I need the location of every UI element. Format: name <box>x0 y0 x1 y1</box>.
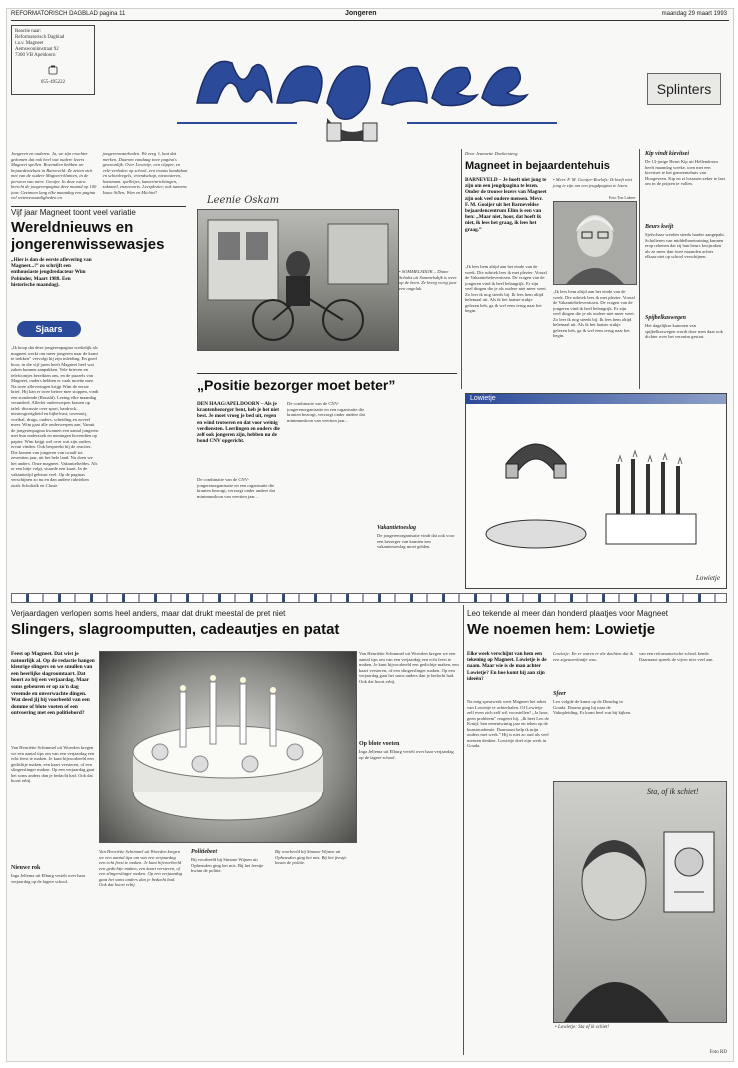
bejaarden-credit: Foto Ton Lakeer <box>609 195 636 200</box>
header-date: maandag 29 maart 1993 <box>661 11 727 17</box>
header-section: Jongeren <box>345 10 377 17</box>
positie-body: De combinatie van de CNV-jongerenorganisatie en een organisatie die kranten bezorgt, verzorgt onder andere dat minimumloon van veertien jaar... <box>197 477 275 499</box>
positie-body-cont: De combinatie van de CNV-jongerenorganisatie en een organisatie die kranten bezorgt, verzorgt onder andere dat minimumloon van veertien jaar... <box>287 401 365 423</box>
positie-lead: DEN HAAG/APELDOORN – Als je krantenbezorger bent, heb je het niet best. Je moet vroeg je bed uit, regen en wind trotseren en dat voor weinig verdiensten. Leerlingen en ouders die zelf ook jongeren zijn, hebben nu de bond CNV opgericht. <box>197 401 280 445</box>
bejaarden-lead: BARNEVELD – Je hoeft niet jong te zijn om een jeugdpagina te lezen. Onder de trouwe lezers van Magneet zijn ook veel oudere mensen. Mevr. F. M. Gooijer uit het Barneveldse bejaardencentrum Elim is een van hen: „Maar niet, hoor, dat hoeft ik niet, ik lees het graag, ik lees het graag.” <box>465 177 547 233</box>
address-line: Reactie naar: <box>15 29 42 34</box>
article1-lead: „Hier is dan de eerste aflevering van Magneet...!” zo schrijft een enthousiaste jeugdredacteur Wim Pobinder, Maart 1988. Een historische maandag). <box>11 257 92 288</box>
magnet-cartoon <box>466 404 724 586</box>
phone-number: 055-495222 <box>40 80 66 85</box>
verjaardag-headline: Slingers, slagroomputten, cadeautjes en patat <box>11 621 340 638</box>
verjaardag-body2: Inga Jellema uit Elburg vertelt over haar verjaardag op de lagere school. <box>11 873 86 884</box>
verjaardag-body-right: Van Henriëtte Schimmel uit Woerden kregen we een aantal tips om van een verjaardag een echt feest te maken. Je kunt bijvoorbeeld een gedichtje maken, een kaart versieren, of een slingerslinger maken. Op een verjaardag gaat het soms anders dan je bedacht had. Ook dat hoort erbij. <box>359 651 459 684</box>
splinter3-title: Spijbelkaswegen <box>645 315 687 321</box>
positie-body2: De jongerenorganisatie vindt dat ook voor een bezorger van kranten een vakantietoeslag moet gelden. <box>377 533 455 549</box>
lowietje-body3: Lowietje: En er waren er die dachten dat ik een zigeunerkindje was. <box>553 651 633 662</box>
verjaardag-lead: Feest op Magneet. Dat wist je natuurlijk al. Op de redactie hangen kleurige slingers en we smullen van een heerlijke slagroomtaart. Dat hoort zo bij een verjaardag. Maar soms gebeuren er op zo'n dag vreemde en onverwachte dingen. Wat deed jij bij voorbeeld van een domme of blote voeten of een ontvoering met een politiebord? <box>11 651 95 717</box>
bejaarden-caption: • Mevr. F. M. Gooijer-Roelofs: Ik hoeft niet jong te zijn om een jeugdpagina te lezen. <box>553 177 632 188</box>
bejaarden-headline: Magneet in bejaardentehuis <box>465 160 610 172</box>
magneet-logo <box>177 23 557 143</box>
bejaarden-body: „Ik lees hem altijd aan het einde van de week. Die rubriek lees ik met plezier. Vooral de Vakantiebelevenissen. De vragen van de jongeren vind ik heel belangrijk. Er zijn veel dingen die je als oudere niet meer weet. Zo leer ik nog steeds bij. Ik lees hem altijd helemaal uit. Als ik het laatste stukje gelezen heb, ga ik wel eens terug naar het begin. <box>465 264 547 313</box>
splinters-logo <box>647 73 721 105</box>
photo1-caption: • SOMMELSDIJK – Diane Schultz uit Sommelsdijk is weer op de been. Ze kreeg vorig jaar een ongeluk. <box>399 269 457 291</box>
stripe-divider <box>11 593 727 603</box>
verjaardag-body-col2: Van Henriëtte Schimmel uit Woerden kregen we een aantal tips om van een verjaardag een echt feest te maken. Je kunt bijvoorbeeld een gedichtje maken, een kaart versieren, of een slingerslinger maken. Op een verjaardag gaat het soms anders dan je bedacht had. Ook dat hoort erbij. <box>99 849 183 887</box>
verjaardag-subhead3: Politiebeet <box>191 849 217 855</box>
lowietje-headline: We noemen hem: Lowietje <box>467 621 656 638</box>
bejaarden-byline: Door Jeannette Doekersteeg <box>465 151 518 156</box>
sjaars-badge: Sjaars <box>17 321 81 337</box>
bicycle-photo <box>197 209 399 351</box>
birthday-cake-photo <box>99 651 357 843</box>
splinters-title: Splinters <box>656 81 712 97</box>
positie-subhead: Vakantietoeslag <box>377 525 417 531</box>
lowietje-body: Na enig speurwerk weet Magneet het adres van Lowietje te achterhalen. Of Lowietje zelf even zich zelf wil voorstellen? „Ja hoor, geen probleem” reageert hij. „Ik heet Leo de Kruijf, ben eenentwintig jaar en teken op de kunstacademie. Daarnaast help ik mijn ouders met werk.” Hij is niet zo oud als veel mensen denken. Lowietje doet zijn werk in Gouda. <box>467 699 549 748</box>
newspaper-page <box>6 8 734 1062</box>
bejaarden-body-cont: „Ik lees hem altijd aan het einde van de week. Die rubriek lees ik met plezier. Vooral de Vakantiebelevenissen. De vragen van de jongeren vind ik heel belangrijk. Er zijn veel dingen die je als oudere niet meer weet. Zo leer ik nog steeds bij. Ik lees hem altijd helemaal uit. Als ik het laatste stukje gelezen heb, ga ik wel eens terug naar het begin. <box>553 289 635 338</box>
verjaardag-body: Van Henriëtte Schimmel uit Woerden kregen we een aantal tips om van een verjaardag een echt feest te maken. Je kunt bijvoorbeeld een gedichtje maken, een kaart versieren, of een slingerslinger maken. Op een verjaardag gaat het soms anders dan je bedacht had. Ook dat hoort erbij. <box>11 745 95 783</box>
lowietje-kicker: Leo tekende al meer dan honderd plaatjes voor Magneet <box>467 609 669 618</box>
address-box <box>11 25 95 95</box>
verjaardag-kicker: Verjaardagen verlopen soms heel anders, maar dat drukt meestal de pret niet <box>11 609 286 618</box>
lowietje-subhead: Sfeer <box>553 691 566 697</box>
address-line: t.a.v. Magneet <box>15 41 44 46</box>
article1-headline: Wereldnieuws en jongerenwissewasjes <box>11 219 165 253</box>
verjaardag-subhead1: Nieuwe rok <box>11 865 41 871</box>
lowietje-lead: Elke week verschijnt van hem een tekening op Magneet. Lowietje is de naam. Maar wie is de man achter Lowietje? En hoe komt hij aan zijn ideeën? <box>467 651 547 682</box>
phone-icon <box>15 62 91 80</box>
lowietje-signature: Lowietje <box>695 574 720 582</box>
lowietje-body2: Leo volgde de kunst op de Dinsdag in Gouda. Daarna ging hij naar de Vakopleiding. Er komt heel wat bij kijken. <box>553 699 632 715</box>
article1-kicker: Vijf jaar Magneet toont veel variatie <box>11 208 136 217</box>
cartoon-speech: Sta, of ik schiet! <box>647 787 699 796</box>
address-line: Reformatorisch Dagblad <box>15 35 65 40</box>
address-line: Aemswoninnstraat 92 <box>15 47 59 52</box>
splinter1-body: De 13-jarige Henri Kip uit Hellendoorn heeft maandag weeke, toen met een kievitsei te het gemeentehuis van Hoogeveen. Kip en zi lossasen zeker te laat om in de prijzen te vallen. <box>645 159 725 186</box>
lowietje-photo <box>553 781 727 1023</box>
splinter1-title: Kip vindt kievitsei <box>645 151 689 157</box>
splinter3-body: Het dagelijkse kanonen van spijbelkaswegen wordt door men daar ook dichter over het verzuim gestart. <box>645 323 723 339</box>
verjaardag-body3: Bij voorbeeld bij Simone Wijnen uit Opheusden ging het mis. Bij het feestje kwam de politie. <box>191 857 264 873</box>
verjaardag-body-col4: Bij voorbeeld bij Simone Wijnen uit Opheusden ging het mis. Bij het feestje kwam de politie. <box>275 849 347 865</box>
lowietje-cartoon-box <box>465 393 727 589</box>
lowietje-caption: • Lowietje: Sta of ik schiet! <box>555 1025 610 1030</box>
splinter2-title: Beurs kwijt <box>645 224 674 230</box>
verjaardag-subhead2: Op blote voeten <box>359 741 400 747</box>
address-line: 7300 VB Apeldoorn <box>15 53 56 58</box>
footer-credit: Foto RD <box>709 1049 727 1055</box>
elderly-woman-photo <box>553 201 637 285</box>
splinter2-body: Sjefschaar werden steeds harder aangepakt. Scholieren van middelbaretraining kunnen erop rekenen dat zij hun beurs kwijtraken als ze meer dan twee maanden achter elkaar niet op school verschijnen. <box>645 232 725 259</box>
positie-headline: „Positie bezorger moet beter” <box>197 377 396 393</box>
intro-text: Jongeren en ouderen. Ja, we zijn erachter gekomen dat ook heel wat oudere lezers Magneet spellen. Bovendien hebben we bejaardentehuis in Barneveld. Ze zetten zich met van de oudere Magneet-klanten, in de persoon van mevr. Gooijer. In deze extra bericht de jongerenpagina deze maand op 100 jaar. Gezinnen lang elke maandag een pagina vol wetenswaardigheden en jongerenwaarheden. We zeeg 't, laat dat merken. Daarom vandaag twee pagina's gewoonlijk. Over Lowietje, een clipper, en vele-verhalen op school, een traans kandidaat en schoolregels, vriendschap, nieuwsteren, honsmum. spelletjes, kamerinrichtingen, zakmoel, enzovoorts. Leesplezier, ook namens Isaac Sillen, Wim en Michiel! <box>11 151 188 200</box>
lowietje-body4: van een reformatorische school kende. Daarnaast spreek de vijver nier veel aan. <box>639 651 714 662</box>
editor-signature: Leenie Oskam <box>207 195 280 206</box>
header-left: REFORMATORISCH DAGBLAD pagina 11 <box>11 11 126 17</box>
verjaardag-body-right2: Inga Jellema uit Elburg vertelt over haar verjaardag op de lagere school. <box>359 749 454 760</box>
article1-body: „Ik hoop dat deze jongerenpagina werkelijk als magneet werkt om meer jongeren naar de krant te trekken” vervolgt hij zijn inleiding. En goed hoor, in die vijf jaren heeft Magneet heel wat zaken kunnen aanpakken. Vele brieven en telefoontjes bereikten ons, en de puzzels van Magneet, ouders hebben er vaak moeite mee. Na twee afleveringen krijgt Wim de eerste brief. Hij kan er twee betere mee stoppen, vindt een stondende (Ronald). Lezing elke maandag veranderd. Allerlei onderwerpen komen op tafel: discussie over sport, hardrock, nieuwsgierigheid en bijbelvast, tovenarij, voetbal, drugs, ouders, scheiding en zoveel meer. Wim gaat alle onderwerpen aan. Vanuit de jongerenpagina kwamen een aantal jongeren met hun onderzoek en meningen bovendien op papier. Wim krijgt wel over wat zijn ouders ervan vinden. Ook bespreekt hij de reacties. Die komen van jongeren van twaalf tot zeventien jaar, uit het hele land. Nu doen we het anders. Onze magneet. Vakantieliefdes. Als er een hitje volgt, stuurde een kaart. In de vakantietijd gebeurt veel. Op de paginas verschijnen zo nu en dan andere rubrieken zoals Scholtalk en Clusie. <box>11 345 99 488</box>
lowietje-box-title: Lowietje <box>466 394 726 404</box>
